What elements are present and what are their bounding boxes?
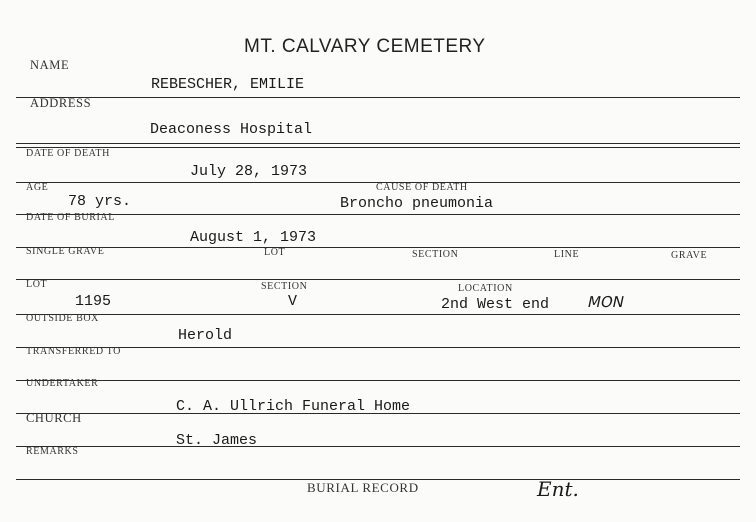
church-rule [16, 446, 740, 447]
outside-box-label: OUTSIDE BOX [26, 313, 99, 324]
date-of-burial-label: DATE OF BURIAL [26, 212, 115, 223]
section-value: V [288, 293, 298, 310]
name-rule [16, 97, 740, 98]
single-grave-grave-label: GRAVE [671, 250, 708, 261]
lot-label: LOT [26, 279, 48, 290]
transferred-to-label: TRANSFERRED TO [26, 346, 121, 357]
location-handwritten-note: MON [586, 293, 626, 311]
transferred-to-rule [16, 380, 740, 381]
age-value: 78 yrs. [68, 193, 132, 210]
church-value: St. James [176, 432, 258, 449]
undertaker-value: C. A. Ullrich Funeral Home [176, 398, 411, 415]
single-grave-rule [16, 279, 740, 280]
card-title: MT. CALVARY CEMETERY [244, 36, 486, 57]
lot-rule [16, 314, 740, 315]
undertaker-label: UNDERTAKER [26, 378, 99, 389]
footer-label: BURIAL RECORD [307, 480, 419, 495]
cause-of-death-label: CAUSE OF DEATH [376, 182, 468, 193]
footer-handwritten-initials: Ent. [537, 477, 579, 501]
church-label: CHURCH [26, 411, 82, 425]
date-of-death-value: July 28, 1973 [190, 163, 308, 180]
date-of-burial-value: August 1, 1973 [190, 229, 317, 246]
outside-box-rule [16, 347, 740, 348]
single-grave-label: SINGLE GRAVE [26, 246, 105, 257]
section-label: SECTION [261, 281, 308, 292]
name-value: REBESCHER, EMILIE [151, 76, 305, 93]
date-of-burial-rule [16, 247, 740, 248]
age-label: AGE [26, 182, 49, 193]
undertaker-rule [16, 413, 740, 414]
remarks-label: REMARKS [26, 446, 79, 457]
outside-box-value: Herold [178, 327, 233, 344]
age-rule [16, 214, 740, 215]
address-label: ADDRESS [30, 96, 92, 110]
cause-of-death-value: Broncho pneumonia [340, 195, 494, 212]
single-grave-lot-label: LOT [264, 247, 286, 258]
location-label: LOCATION [458, 283, 513, 294]
single-grave-line-label: LINE [554, 249, 580, 260]
single-grave-section-label: SECTION [412, 249, 459, 260]
name-label: NAME [30, 58, 70, 72]
address-rule [16, 143, 740, 144]
location-value: 2nd West end [441, 296, 550, 313]
date-of-death-label: DATE OF DEATH [26, 148, 110, 159]
address-value: Deaconess Hospital [150, 121, 313, 138]
lot-value: 1195 [75, 293, 112, 310]
address-rule-double [16, 147, 740, 148]
